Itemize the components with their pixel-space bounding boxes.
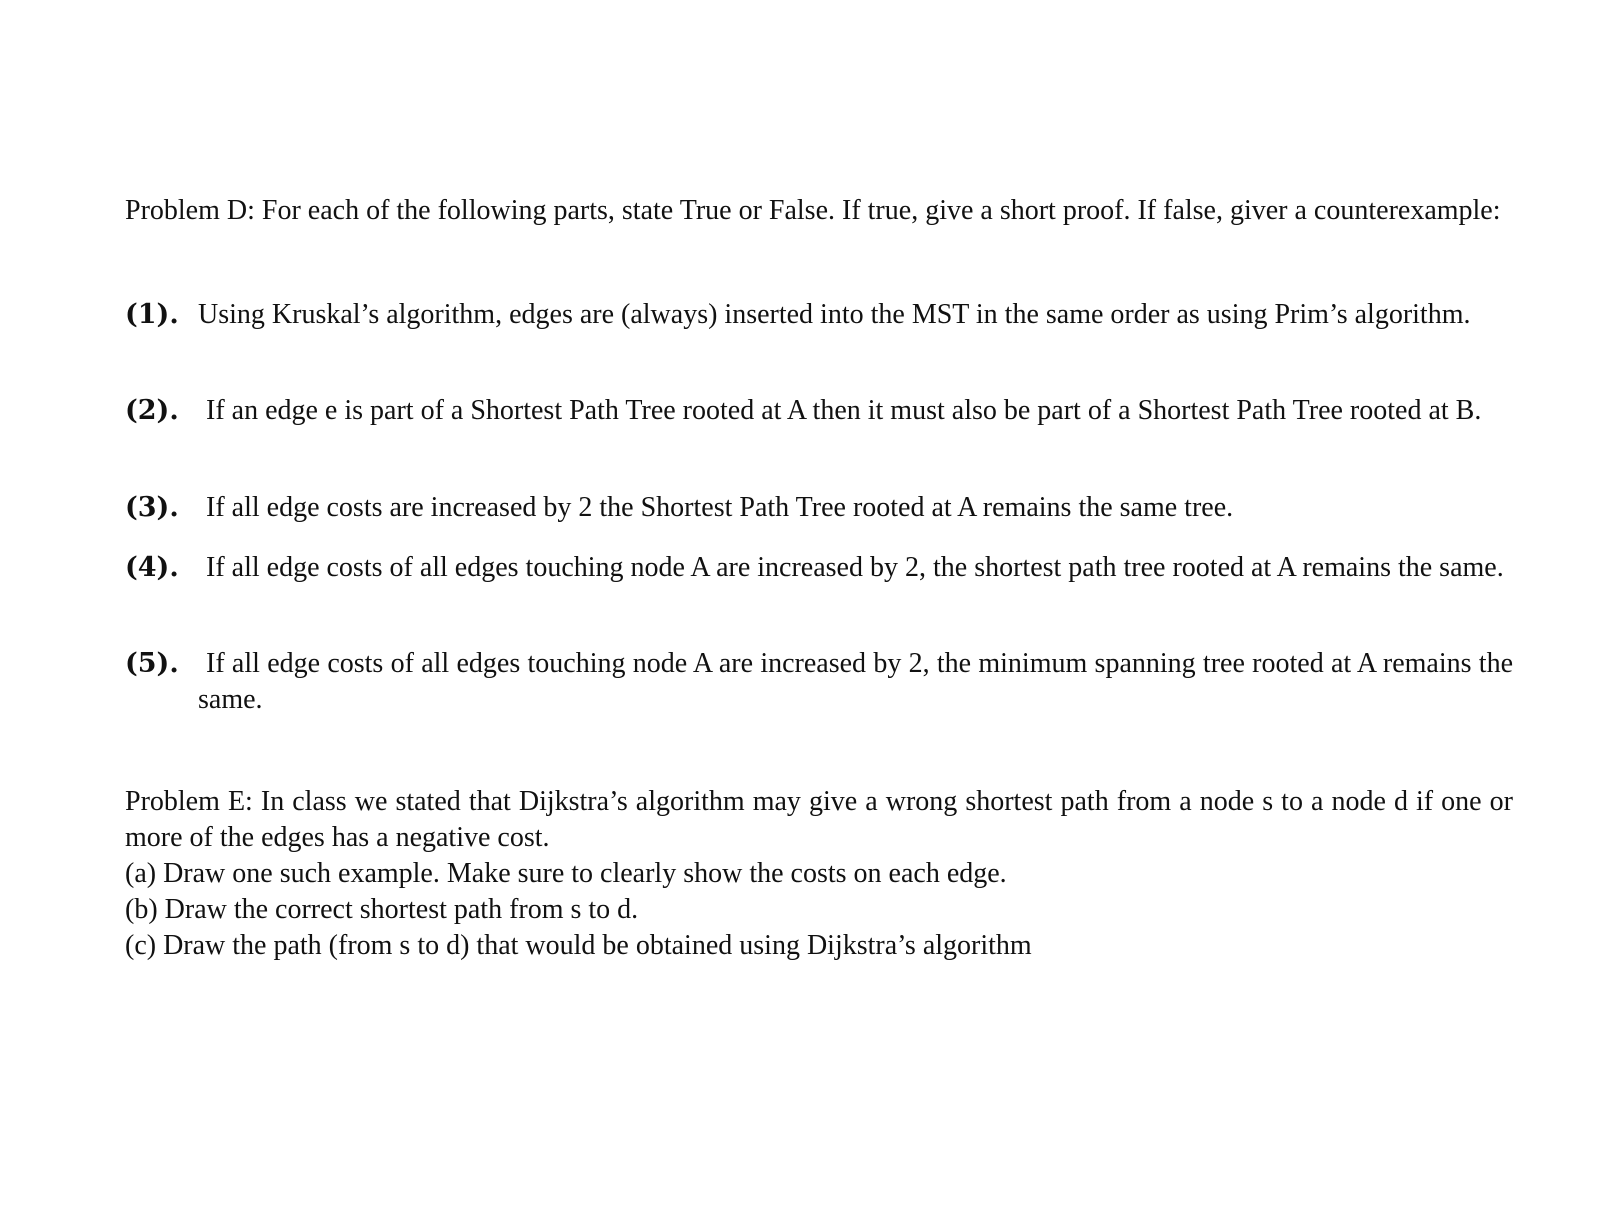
problem-d-statement: Problem D: For each of the following parts, state True or False. If true, give a short proof. If false, giver a counterexample: xyxy=(125,195,1501,226)
item-number: (4). xyxy=(125,552,179,583)
item-text: If an edge e is part of a Shortest Path Tree rooted at A then it must also be part of a Shortest Path Tree rooted at B. xyxy=(206,395,1482,426)
problem-e-intro: Problem E: In class we stated that Dijkstra’s algorithm may give a wrong shortest path from a node s to a node d if one or more of the edges has a negative cost. xyxy=(125,786,1513,853)
problem-e-part-c: (c) Draw the path (from s to d) that would be obtained using Dijkstra’s algorithm xyxy=(125,930,1032,961)
problem-e xyxy=(125,784,1513,964)
item-text: If all edge costs of all edges touching node A are increased by 2, the minimum spanning tree rooted at A remains the same. xyxy=(198,648,1513,715)
item-number: (3). xyxy=(125,492,179,523)
item-number: (1). xyxy=(125,299,179,330)
item-number: (2). xyxy=(125,395,179,426)
item-text: If all edge costs of all edges touching node A are increased by 2, the shortest path tree rooted at A remains the same. xyxy=(206,552,1504,583)
item-number: (5). xyxy=(125,648,179,679)
item-text: Using Kruskal’s algorithm, edges are (always) inserted into the MST in the same order as using Prim’s algorithm. xyxy=(198,299,1471,330)
problem-e-part-b: (b) Draw the correct shortest path from s to d. xyxy=(125,894,639,925)
problem-e-part-a: (a) Draw one such example. Make sure to clearly show the costs on each edge. xyxy=(125,858,1007,889)
item-text: If all edge costs are increased by 2 the Shortest Path Tree rooted at A remains the same tree. xyxy=(206,492,1234,523)
